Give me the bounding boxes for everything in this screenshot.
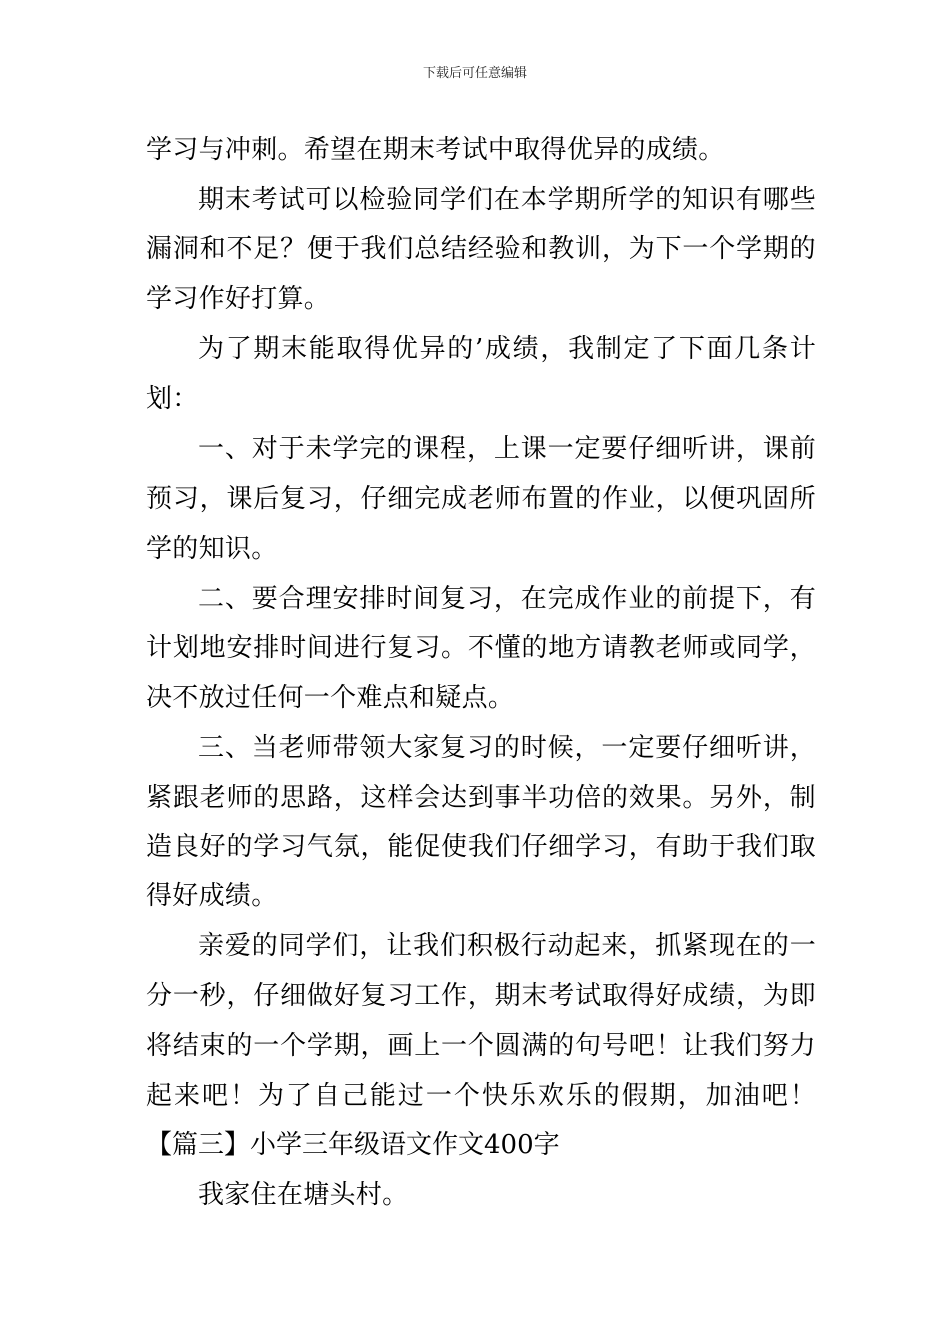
text-line: 预习，课后复习，仔细完成老师布置的作业，以便巩固所: [146, 484, 816, 514]
paragraph-first-line: 期末考试可以检验同学们在本学期所学的知识有哪些: [198, 185, 816, 215]
text-line: 漏洞和不足？便于我们总结经验和教训，为下一个学期的: [146, 234, 816, 264]
text-line: 计划地安排时间进行复习。不懂的地方请教老师或同学，: [146, 633, 816, 663]
page-header-note: 下载后可任意编辑: [422, 66, 527, 81]
text-line: 起来吧！为了自己能过一个快乐欢乐的假期，加油吧！: [146, 1081, 816, 1111]
text-line: 紧跟老师的思路，这样会达到事半功倍的效果。另外，制: [146, 783, 816, 813]
paragraph-first-line: 二、要合理安排时间复习，在完成作业的前提下，有: [198, 584, 816, 614]
text-line: 将结束的一个学期，画上一个圆满的句号吧！让我们努力: [146, 1031, 816, 1061]
text-line: 划：: [146, 384, 199, 414]
section-heading: 【篇三】小学三年级语文作文400字: [146, 1130, 560, 1160]
paragraph-first-line: 我家住在塘头村。: [198, 1180, 409, 1210]
text-line: 学习作好打算。: [146, 284, 331, 314]
text-line: 学习与冲刺。希望在期末考试中取得优异的成绩。: [146, 135, 725, 165]
text-line: 分一秒，仔细做好复习工作，期末考试取得好成绩，为即: [146, 981, 816, 1011]
text-line: 得好成绩。: [146, 881, 278, 911]
text-line: 决不放过任何一个难点和疑点。: [146, 683, 515, 713]
paragraph-first-line: 一、对于未学完的课程，上课一定要仔细听讲，课前: [198, 434, 816, 464]
paragraph-first-line: 三、当老师带领大家复习的时候，一定要仔细听讲，: [198, 733, 816, 763]
text-line: 学的知识。: [146, 534, 278, 564]
text-line: 造良好的学习气氛，能促使我们仔细学习，有助于我们取: [146, 832, 816, 862]
paragraph-first-line: 亲爱的同学们，让我们积极行动起来，抓紧现在的一: [198, 931, 816, 961]
paragraph-first-line: 为了期末能取得优异的’成绩，我制定了下面几条计: [198, 334, 816, 364]
